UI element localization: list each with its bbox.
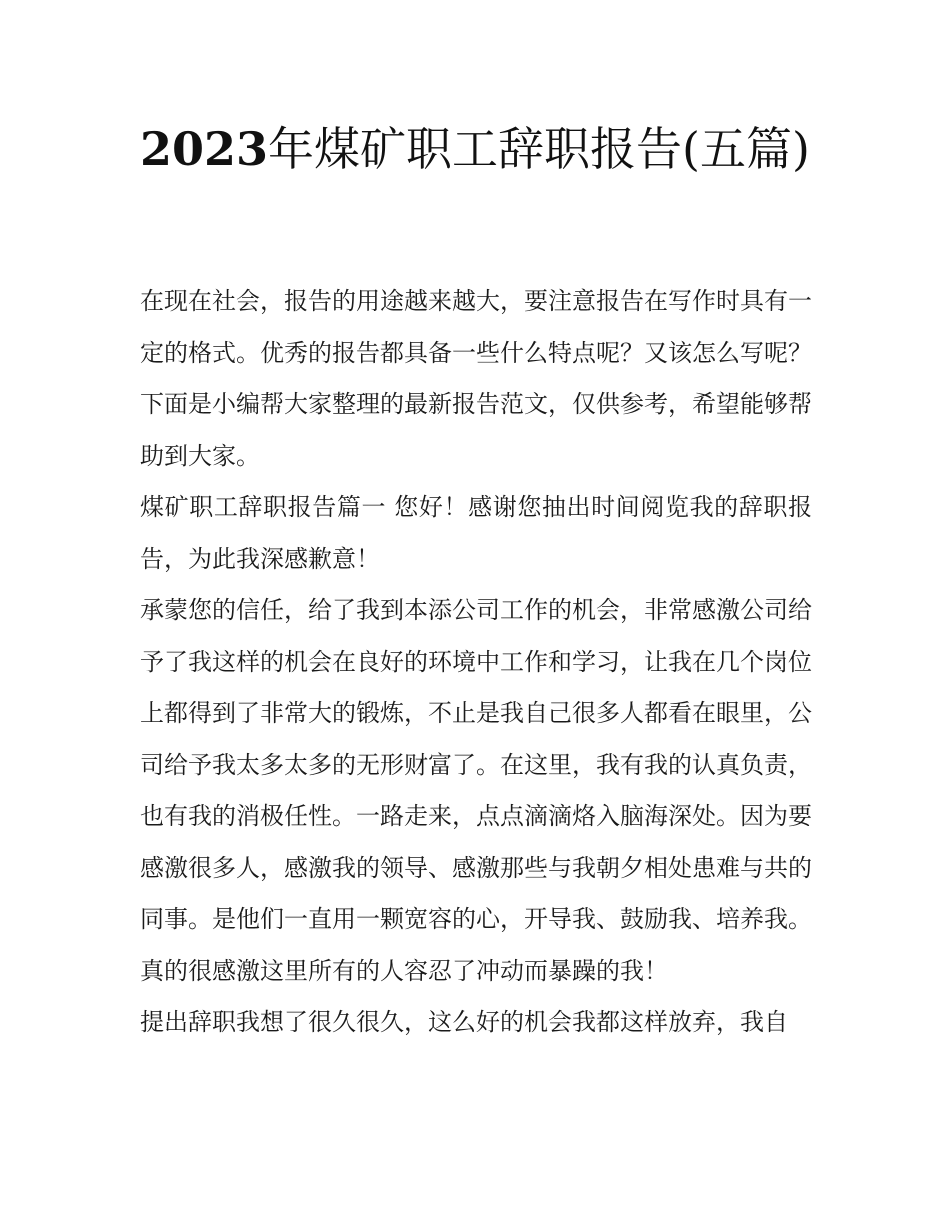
body-paragraph-continued: 提出辞职我想了很久很久，这么好的机会我都这样放弃，我自 <box>140 1008 788 1036</box>
document-title <box>140 112 820 186</box>
section-heading-paragraph: 煤矿职工辞职报告篇一 您好！感谢您抽出时间阅览我的辞职报告，为此我深感歉意！ <box>140 493 812 573</box>
title-text: 年煤矿职工辞职报告(五篇) <box>268 122 810 176</box>
intro-paragraph: 在现在社会，报告的用途越来越大，要注意报告在写作时具有一定的格式。优秀的报告都具备一些什么特点呢？又该怎么写呢？下面是小编帮大家整理的最新报告范文，仅供参考，希望能够帮助到大家。 <box>140 287 812 470</box>
title-year: 2023 <box>140 122 269 176</box>
document-body <box>140 276 812 1049</box>
body-paragraph: 承蒙您的信任，给了我到本添公司工作的机会，非常感激公司给予了我这样的机会在良好的环境中工作和学习，让我在几个岗位上都得到了非常大的锻炼，不止是我自己很多人都看在眼里，公司给予我太多太多的无形财富了。在这里，我有我的认真负责，也有我的消极任性。一路走来，点点滴滴烙入脑海深处。因为要感激很多人，感激我的领导、感激那些与我朝夕相处患难与共的同事。是他们一直用一颗宽容的心，开导我、鼓励我、培养我。真的很感激这里所有的人容忍了冲动而暴躁的我！ <box>140 596 812 985</box>
